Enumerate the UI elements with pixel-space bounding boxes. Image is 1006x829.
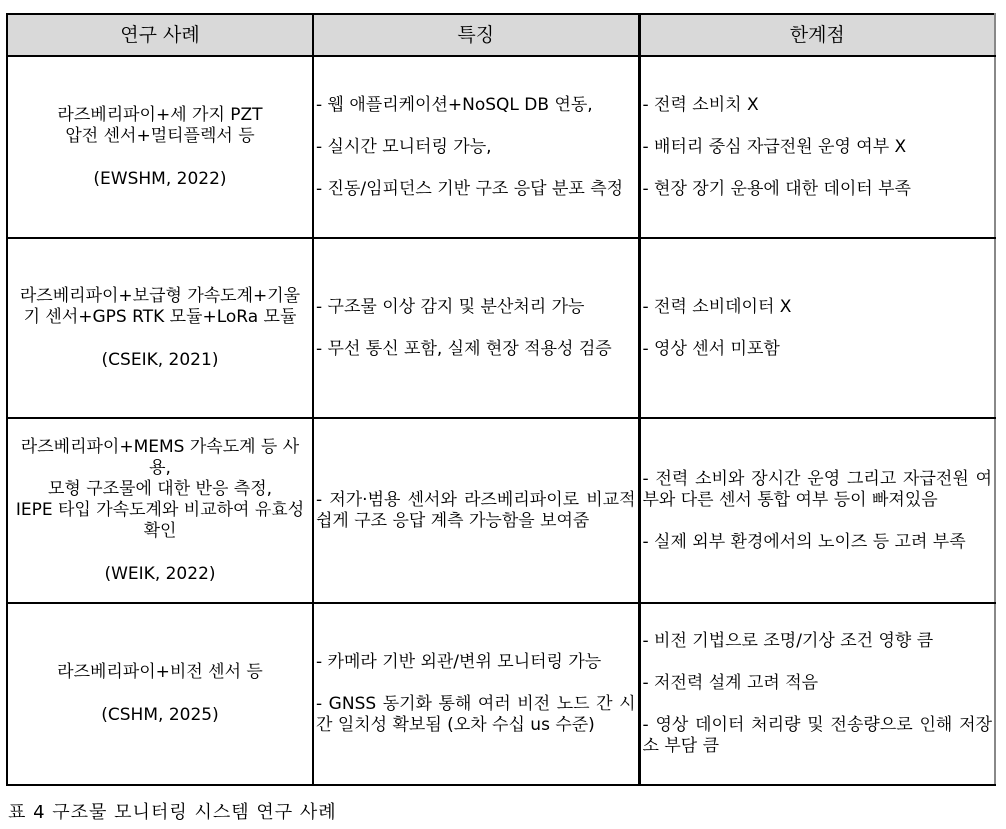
cell-case xyxy=(7,238,313,418)
cell-features xyxy=(313,603,639,785)
feature-item: - 구조물 이상 감지 및 분산처리 가능 xyxy=(316,296,585,317)
case-line: 라즈베리파이+비전 센서 등 xyxy=(57,662,263,682)
table-row xyxy=(7,418,995,603)
table-row xyxy=(7,238,995,418)
case-source: (EWSHM, 2022) xyxy=(93,168,227,189)
case-line: IEPE 타입 가속도계와 비교하여 유효성 확인 xyxy=(15,499,305,541)
case-source: (CSHM, 2025) xyxy=(101,705,219,725)
feature-item: - 저가·범용 센서와 라즈베리파이로 비교적 쉽게 구조 응답 계측 가능함을 보여줌 xyxy=(316,489,636,531)
cell-limitations xyxy=(639,418,995,603)
cell-features xyxy=(313,56,639,238)
limitation-item: - 저전력 설계 고려 적음 xyxy=(642,673,819,693)
limitation-item: - 현장 장기 운용에 대한 데이터 부족 xyxy=(642,178,911,199)
feature-item: - 웹 애플리케이션+NoSQL DB 연동, xyxy=(316,94,593,115)
cell-limitations xyxy=(639,603,995,785)
case-line: 라즈베리파이+MEMS 가속도계 등 사용, xyxy=(20,436,300,478)
cell-features xyxy=(313,418,639,603)
limitation-item: - 전력 소비와 장시간 운영 그리고 자급전원 여부와 다른 센서 통합 여부 등이 빠져있음 xyxy=(642,468,992,510)
header-case: 연구 사례 xyxy=(7,14,313,56)
limitation-item: - 영상 데이터 처리량 및 전송량으로 인해 저장소 부담 큼 xyxy=(642,715,992,756)
case-source: (CSEIK, 2021) xyxy=(101,349,219,370)
limitation-item: - 배터리 중심 자급전원 운영 여부 X xyxy=(642,136,907,157)
research-cases-table xyxy=(6,13,996,786)
case-line: 모형 구조물에 대한 반응 측정, xyxy=(47,478,273,499)
feature-item: - 실시간 모니터링 가능, xyxy=(316,136,492,157)
table-caption: 표 4 구조물 모니터링 시스템 연구 사례 xyxy=(8,802,337,823)
header-limitations: 한계점 xyxy=(639,14,995,56)
limitation-item: - 실제 외부 환경에서의 노이즈 등 고려 부족 xyxy=(642,531,966,552)
case-line: 라즈베리파이+세 가지 PZT xyxy=(57,104,263,125)
feature-item: - 무선 통신 포함, 실제 현장 적용성 검증 xyxy=(316,338,612,359)
feature-item: - 진동/임피던스 기반 구조 응답 분포 측정 xyxy=(316,178,624,199)
limitation-item: - 전력 소비데이터 X xyxy=(642,296,792,317)
cell-case xyxy=(7,418,313,603)
feature-item: - 카메라 기반 외관/변위 모니터링 가능 xyxy=(316,652,602,672)
table-header-row xyxy=(7,14,995,56)
feature-item: - GNSS 동기화 통해 여러 비전 노드 간 시간 일치성 확보됨 (오차 수십 us 수준) xyxy=(316,694,636,735)
table-row xyxy=(7,56,995,238)
header-features: 특징 xyxy=(313,14,639,56)
cell-limitations xyxy=(639,56,995,238)
case-source: (WEIK, 2022) xyxy=(104,563,216,584)
cell-features xyxy=(313,238,639,418)
limitation-item: - 전력 소비치 X xyxy=(642,94,759,115)
cell-case xyxy=(7,603,313,785)
case-line: 라즈베리파이+보급형 가속도계+기울기 센서+GPS RTK 모듈+LoRa 모듈 xyxy=(19,285,301,327)
cell-case xyxy=(7,56,313,238)
limitation-item: - 영상 센서 미포함 xyxy=(642,338,780,359)
limitation-item: - 비전 기법으로 조명/기상 조건 영향 큼 xyxy=(642,631,934,651)
cell-limitations xyxy=(639,238,995,418)
case-line: 압전 센서+멀티플렉서 등 xyxy=(65,125,255,146)
table-row xyxy=(7,603,995,785)
